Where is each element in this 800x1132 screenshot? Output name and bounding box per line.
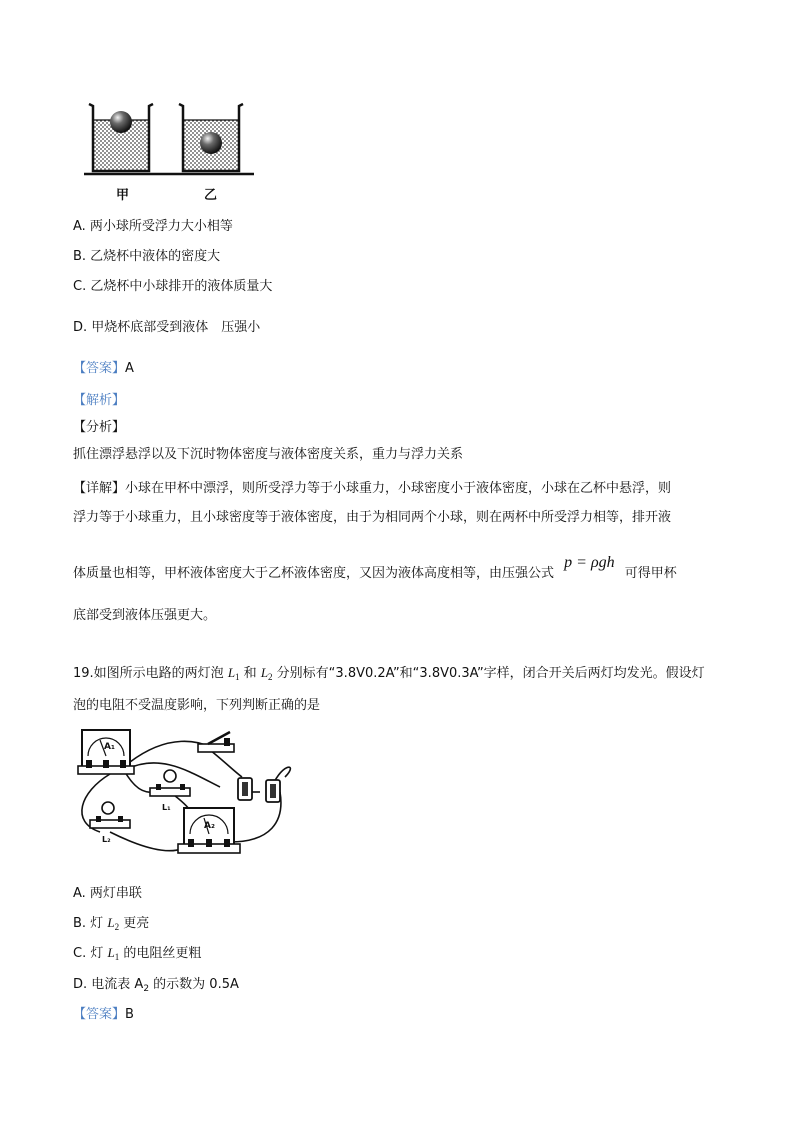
beakers-figure	[84, 96, 254, 206]
fenxi-text: 抓住漂浮悬浮以及下沉时物体密度与液体密度关系，重力与浮力关系	[73, 447, 464, 462]
q19-option-a: A. 两灯串联	[73, 886, 142, 901]
fenxi-tag: 【分析】	[73, 420, 126, 435]
q18-option-d: D. 甲烧杯底部受到液体 压强小	[73, 320, 261, 335]
pressure-formula: p = ρgh	[564, 554, 615, 571]
answer-tag: 【答案】	[73, 1007, 126, 1022]
beaker-label-yi: 乙	[204, 188, 218, 203]
detail-text-3: 体质量也相等，甲杯液体密度大于乙杯液体密度，又因为液体高度相等，由压强公式	[73, 566, 555, 581]
detail-line-2: 浮力等于小球重力，且小球密度等于液体密度，由于为相同两个小球，则在两杯中所受浮力相等，排开液	[73, 510, 672, 525]
lamp-l2-label: L₂	[102, 835, 111, 844]
q19-stem-text-b: 分别标有“3.8V0.2A”和“3.8V0.3A”字样，闭合开关后两灯均发光。假设灯	[272, 666, 705, 681]
q18-option-a: A. 两小球所受浮力大小相等	[73, 219, 233, 234]
lamp-l2-symbol: $L_2$	[260, 665, 273, 682]
detail-tag: 【详解】	[73, 481, 126, 496]
detail-text-1: 小球在甲杯中漂浮，则所受浮力等于小球重力，小球密度小于液体密度，小球在乙杯中悬浮，则	[125, 481, 672, 496]
ammeter-a1	[78, 730, 134, 774]
q19-option-c: C. 灯 $L_1$ 的电阻丝更粗	[73, 945, 202, 962]
detail-line-4: 底部受到液体压强更大。	[73, 608, 217, 623]
ammeter-a2-label: A₂	[204, 821, 215, 831]
detail-line-1	[73, 477, 671, 496]
battery	[238, 778, 280, 802]
q19-stem-text-a: 19.如图所示电路的两灯泡	[73, 666, 228, 681]
switch	[198, 732, 234, 752]
q19-option-d: D. 电流表 $A_2$ 的示数为 0.5A	[73, 977, 239, 994]
q18-option-b: B. 乙烧杯中液体的密度大	[73, 249, 221, 264]
beaker-yi	[179, 104, 243, 171]
analysis-tag: 【解析】	[73, 393, 126, 408]
lamp-l1-symbol: $L_1$	[227, 665, 240, 682]
circuit-figure	[70, 722, 300, 862]
q18-answer	[73, 357, 134, 376]
lamp-l1-label: L₁	[162, 803, 171, 812]
q19-answer	[73, 1003, 134, 1022]
beaker-jia	[89, 104, 153, 171]
answer-value: B	[125, 1007, 134, 1022]
q19-option-b: B. 灯 $L_2$ 更亮	[73, 915, 150, 932]
lamp-l2	[90, 802, 130, 844]
ball-yi	[200, 132, 222, 154]
q19-stem-line-2: 泡的电阻不受温度影响，下列判断正确的是	[73, 698, 321, 713]
circuit-drawing	[70, 722, 300, 862]
beaker-label-jia: 甲	[116, 188, 130, 203]
beakers-drawing	[84, 96, 254, 206]
answer-tag: 【答案】	[73, 361, 126, 376]
q19-stem-line-1	[73, 662, 705, 682]
ammeter-a2	[178, 808, 240, 853]
detail-line-3	[73, 554, 677, 582]
ammeter-a1-label: A₁	[104, 742, 115, 752]
lamp-l1	[150, 770, 190, 812]
detail-text-3b: 可得甲杯	[624, 566, 677, 581]
ball-jia	[110, 111, 132, 133]
q19-stem-and: 和	[239, 666, 261, 681]
q18-option-c: C. 乙烧杯中小球排开的液体质量大	[73, 279, 273, 294]
answer-value: A	[125, 361, 134, 376]
